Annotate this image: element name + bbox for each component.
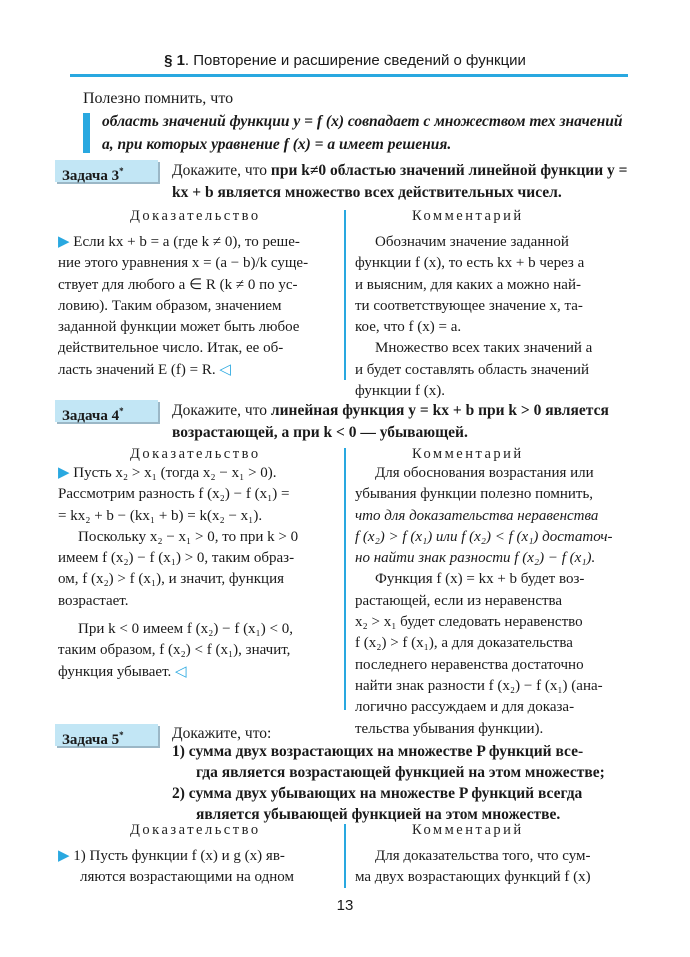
- list-item: гда является возрастающей функцией на этом множестве;: [196, 764, 605, 781]
- task3-proof-title: Доказательство: [130, 208, 261, 224]
- task3-mark: *: [119, 166, 124, 176]
- proof-line: ом, f (x₂) > f (x₁), и значит, функция: [58, 571, 284, 588]
- task5-proof-title: Доказательство: [130, 822, 261, 838]
- list-item: 1) сумма двух возрастающих на множестве P функций все-: [172, 743, 584, 760]
- task3-statement: [172, 160, 632, 204]
- task4-label: Задача 4: [62, 408, 120, 424]
- comment-line: но найти знак разности f (x₂) − f (x₁).: [355, 550, 596, 567]
- comment-line: последнего неравенства достаточно: [355, 656, 584, 673]
- proof-line: возрастает.: [58, 592, 129, 609]
- comment-line: функции f (x), то есть kx + b через a: [355, 255, 585, 272]
- proof-line: = kx₂ + b − (kx₁ + b) = k(x₂ − x₁).: [58, 507, 263, 524]
- task4-proof-title: Доказательство: [130, 446, 261, 462]
- proof-line: ласть значений E (f) = R. ◁: [58, 361, 231, 378]
- comment-line: Обозначим значение заданной: [375, 234, 569, 250]
- task5-divider: [344, 824, 346, 888]
- task3-comment-title: Комментарий: [412, 208, 524, 224]
- comment-line: что для доказательства неравенства: [355, 507, 599, 524]
- header-rule: [70, 74, 628, 77]
- task3-comment: [355, 232, 630, 402]
- proof-line: действительное число. Итак, ее об-: [58, 340, 284, 357]
- proof-line: заданной функции может быть любое: [58, 319, 300, 336]
- task3-badge: [55, 160, 158, 182]
- comment-line: убывания функции полезно помнить,: [355, 486, 594, 503]
- comment-line: растающей, если из неравенства: [355, 592, 563, 609]
- triangle-right-icon: ▶: [58, 848, 70, 864]
- task5-badge: [55, 724, 158, 746]
- proof-line: функция убывает. ◁: [58, 663, 187, 680]
- task4-comment-title: Комментарий: [412, 446, 524, 462]
- proof-line: ние этого уравнения x = (a − b)/k суще-: [58, 255, 309, 272]
- comment-line: ма двух возрастающих функций f (x): [355, 869, 591, 886]
- proof-line: ▶ Если kx + b = a (где k ≠ 0), то реше-: [58, 234, 300, 250]
- comment-line: f (x₂) > f (x₁), а для доказательства: [355, 635, 573, 652]
- task5-items: [172, 741, 632, 825]
- note-bar: [83, 113, 90, 153]
- proof-line: ляются возрастающими на одном: [80, 869, 294, 886]
- task4-statement: [172, 400, 632, 444]
- comment-line: Для доказательства того, что сум-: [375, 848, 591, 864]
- list-item: 2) сумма двух убывающих на множестве P функций всегда: [172, 785, 583, 802]
- proof-line: ▶ Пусть x₂ > x₁ (тогда x₂ − x₁ > 0).: [58, 465, 277, 481]
- section-number: § 1: [164, 52, 185, 69]
- task5-label: Задача 5: [62, 732, 120, 748]
- proof-line: таким образом, f (x₂) < f (x₁), значит,: [58, 642, 291, 659]
- comment-line: найти знак разности f (x₂) − f (x₁) (ана-: [355, 677, 603, 694]
- comment-line: кое, что f (x) = a.: [355, 319, 462, 336]
- comment-line: Множество всех таких значений a: [375, 340, 593, 357]
- comment-line: и будет составлять область значений: [355, 361, 589, 378]
- task4-comment: [355, 463, 630, 740]
- task4-divider: [344, 448, 346, 710]
- task3-label: Задача 3: [62, 168, 120, 184]
- comment-line: тельства убывания функции).: [355, 720, 544, 737]
- proof-line: Рассмотрим разность f (x₂) − f (x₁) =: [58, 486, 290, 503]
- triangle-left-icon: ◁: [175, 663, 187, 680]
- proof-line: Поскольку x₂ − x₁ > 0, то при k > 0: [78, 528, 299, 545]
- triangle-right-icon: ▶: [58, 465, 70, 481]
- proof-line: ствует для любого a ∈ R (k ≠ 0 по ус-: [58, 276, 298, 293]
- comment-line: Для обоснования возрастания или: [375, 465, 594, 481]
- comment-line: x₂ > x₁ будет следовать неравенство: [355, 614, 583, 631]
- intro-note: область значений функции y = f (x) совпадает с множеством тех значений a, при которых уравнение f (x) = a имеет решения.: [102, 113, 623, 153]
- triangle-right-icon: ▶: [58, 234, 70, 250]
- comment-line: ти соответствующее значение x, та-: [355, 297, 583, 314]
- list-item: является убывающей функцией на этом множестве.: [196, 806, 561, 823]
- comment-line: логично рассуждаем и для доказа-: [355, 699, 575, 716]
- proof-line: имеем f (x₂) − f (x₁) > 0, таким образ-: [58, 550, 295, 567]
- proof-line: ▶ 1) Пусть функции f (x) и g (x) яв-: [58, 848, 285, 864]
- comment-line: Функция f (x) = kx + b будет воз-: [375, 571, 585, 588]
- page-number: 13: [336, 897, 354, 914]
- comment-line: f (x₂) > f (x₁) или f (x₂) < f (x₁) достаточ-: [355, 528, 613, 545]
- proof-line: ловию). Таким образом, значением: [58, 297, 282, 314]
- triangle-left-icon: ◁: [219, 361, 231, 378]
- intro-lead: Полезно помнить, что: [83, 90, 234, 107]
- task4-badge: [55, 400, 158, 422]
- running-header: [0, 52, 690, 69]
- task4-proof: [58, 463, 336, 683]
- proof-line: При k < 0 имеем f (x₂) − f (x₁) < 0,: [78, 621, 293, 638]
- task3-proof: [58, 232, 336, 381]
- task3-statement-bold: при k≠0 областью значений линейной функции y = kx + b является множество всех действительных чисел.: [172, 162, 628, 201]
- task5-comment-title: Комментарий: [412, 822, 524, 838]
- task3-divider: [344, 210, 346, 380]
- comment-line: функции f (x).: [355, 383, 445, 400]
- task4-mark: *: [119, 406, 124, 416]
- task4-statement-plain: Докажите, что: [172, 402, 271, 419]
- task5-statement: Докажите, что:: [172, 725, 272, 742]
- task5-mark: *: [119, 730, 124, 740]
- task3-statement-plain: Докажите, что: [172, 162, 271, 179]
- task5-comment: [355, 846, 630, 889]
- section-title: . Повторение и расширение сведений о функции: [184, 52, 526, 69]
- comment-line: и выясним, для каких a можно най-: [355, 276, 581, 293]
- task4-statement-bold: линейная функция y = kx + b при k > 0 является возрастающей, а при k < 0 — убывающей.: [172, 402, 609, 441]
- task5-proof: [58, 846, 336, 889]
